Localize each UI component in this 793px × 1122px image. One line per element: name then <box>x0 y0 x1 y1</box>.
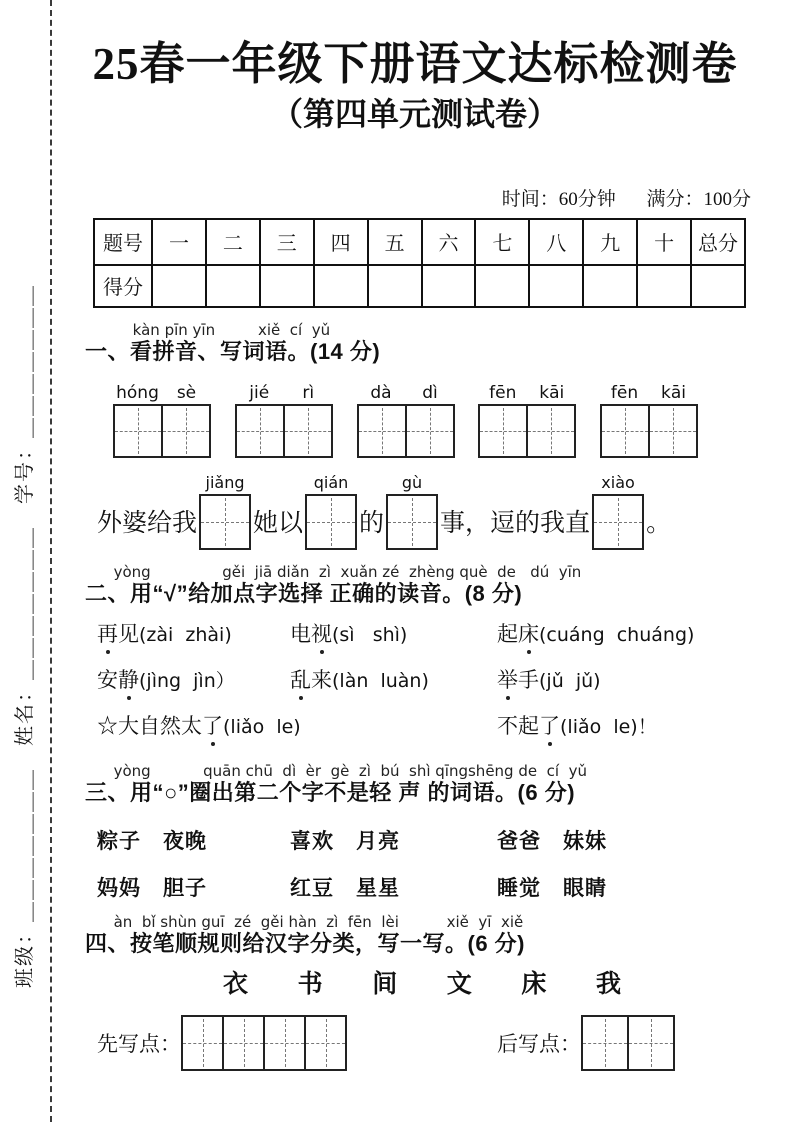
score-cell[interactable] <box>152 265 206 307</box>
section4-characters <box>223 969 621 1001</box>
item-text: 安 <box>97 667 118 692</box>
tianzige-box[interactable] <box>386 494 438 550</box>
section3-heading: 三、用“○”圈出第二个字不是轻 声 的词语。(6 分) <box>85 779 576 805</box>
seal-fold-line <box>50 0 52 1122</box>
exam-paper <box>65 0 765 1071</box>
score-table-header-cell: 总分 <box>691 219 745 265</box>
section1-word-grids <box>113 384 698 458</box>
pinyin-syllable: rì <box>302 382 315 403</box>
item-text: 手 <box>518 667 539 692</box>
word-pair: 红豆 星星 <box>290 875 400 900</box>
reading-choice-item <box>97 666 290 695</box>
hanzi-char: 间 <box>372 970 398 998</box>
answer-cell[interactable] <box>526 406 574 456</box>
pinyin-options: (jìng jìn） <box>139 669 235 692</box>
answer-cell[interactable] <box>648 406 696 456</box>
answer-cell[interactable] <box>222 1017 263 1069</box>
section4-pinyin: àn bǐ shùn guī zé gěi hàn zì fēn lèi xiě yī xiě <box>85 912 524 931</box>
exam-info <box>65 188 765 212</box>
score-table-score-row <box>94 265 745 307</box>
box-pinyin: xiào <box>601 472 635 492</box>
fill-box-unit <box>386 474 438 550</box>
score-table-header-cell: 四 <box>314 219 368 265</box>
dotted-char: 静 <box>118 667 139 692</box>
pinyin-options: (zài zhài) <box>139 623 232 646</box>
pinyin-options: (cuáng chuáng) <box>539 623 695 646</box>
answer-cell[interactable] <box>263 1017 304 1069</box>
fill-box-unit <box>592 474 644 550</box>
fill-box-unit <box>199 474 251 550</box>
answer-cell[interactable] <box>602 406 648 456</box>
score-cell[interactable] <box>637 265 691 307</box>
score-table-header-cell: 五 <box>368 219 422 265</box>
tianzige-box[interactable] <box>235 404 333 458</box>
hanzi-char: 床 <box>521 970 547 998</box>
pinyin-syllable: sè <box>176 382 197 403</box>
item-text: 来 <box>311 667 332 692</box>
tianzige-box[interactable] <box>181 1015 347 1071</box>
answer-cell[interactable] <box>480 406 526 456</box>
word-grid <box>478 384 576 458</box>
section3-row1 <box>97 827 765 855</box>
answer-cell[interactable] <box>583 1017 627 1069</box>
tianzige-box[interactable] <box>592 494 644 550</box>
pinyin-options: (liǎo le) <box>223 715 301 738</box>
sentence-text: 外婆给我 <box>97 509 198 537</box>
reading-choice-item <box>290 620 497 649</box>
word-grid <box>113 384 211 458</box>
score-cell[interactable] <box>422 265 476 307</box>
item-text: ☆大自然太 <box>97 713 202 738</box>
section1-heading: 一、看拼音、写词语。(14 分) <box>85 338 381 364</box>
tianzige-box[interactable] <box>357 404 455 458</box>
answer-cell[interactable] <box>307 496 355 548</box>
answer-cell[interactable] <box>405 406 453 456</box>
section2-heading: 二、用“√”给加点字选择 正确的读音。(8 分) <box>85 580 523 606</box>
paper-subtitle: （第四单元测试卷） <box>270 96 559 133</box>
score-cell[interactable] <box>260 265 314 307</box>
pinyin-syllable: fēn <box>610 382 639 403</box>
dotted-char: 了 <box>539 713 560 738</box>
box-pinyin: gù <box>401 472 423 492</box>
answer-cell[interactable] <box>237 406 283 456</box>
answer-cell[interactable] <box>627 1017 673 1069</box>
section3-row2 <box>97 874 765 902</box>
pinyin-syllable: kāi <box>661 382 686 403</box>
score-table-header-cell: 七 <box>475 219 529 265</box>
reading-choice-item <box>290 666 497 695</box>
pinyin-syllable: kāi <box>539 382 565 403</box>
section1-pinyin: kàn pīn yīn xiě cí yǔ <box>85 320 331 339</box>
section4-heading: 四、按笔顺规则给汉字分类，写一写。(6 分) <box>85 930 526 956</box>
section2-pinyin: yòng gěi jiā diǎn zì xuǎn zé zhèng què de dú yīn <box>85 562 582 581</box>
tianzige-box[interactable] <box>478 404 576 458</box>
score-table-header-cell: 八 <box>529 219 583 265</box>
word-pinyin <box>600 384 698 404</box>
answer-cell[interactable] <box>115 406 161 456</box>
dotted-char: 举 <box>497 667 518 692</box>
pinyin-syllable: jié <box>249 382 270 403</box>
word-pinyin <box>357 384 455 404</box>
dotted-char: 视 <box>311 621 332 646</box>
score-table-header-cell: 二 <box>206 219 260 265</box>
dotted-char: 再 <box>97 621 118 646</box>
hanzi-char: 衣 <box>223 970 249 998</box>
pinyin-syllable: dì <box>422 382 438 403</box>
answer-cell[interactable] <box>388 496 436 548</box>
time-limit: 时间：60分钟 <box>501 188 616 210</box>
section4-write-row <box>97 1015 765 1071</box>
tianzige-box[interactable] <box>113 404 211 458</box>
word-pinyin <box>235 384 333 404</box>
item-text: 电 <box>290 621 311 646</box>
score-cell[interactable] <box>529 265 583 307</box>
tianzige-box[interactable] <box>581 1015 675 1071</box>
word-pinyin <box>478 384 576 404</box>
word-pair: 粽子 夜晚 <box>97 828 207 853</box>
word-pair: 爸爸 妹妹 <box>497 828 607 853</box>
score-cell[interactable] <box>583 265 637 307</box>
score-table-header-row <box>94 219 745 265</box>
sentence-text: 她以 <box>253 509 304 537</box>
score-cell[interactable] <box>691 265 745 307</box>
score-cell[interactable] <box>475 265 529 307</box>
box-pinyin: jiǎng <box>205 472 245 492</box>
answer-cell[interactable] <box>304 1017 345 1069</box>
word-pair: 喜欢 月亮 <box>290 828 400 853</box>
paper-title: 25春一年级下册语文达标检测卷 <box>92 39 738 89</box>
score-table-header-cell: 十 <box>637 219 691 265</box>
word-pinyin <box>113 384 211 404</box>
sentence-text: 事，逗的我直 <box>440 509 591 537</box>
score-table-header-cell: 三 <box>260 219 314 265</box>
section2-row1 <box>97 620 765 649</box>
dotted-char: 床 <box>518 621 539 646</box>
fill-box-unit <box>305 474 357 550</box>
hanzi-char: 书 <box>297 970 323 998</box>
item-text: 不起 <box>497 713 539 738</box>
reading-choice-item <box>497 620 765 649</box>
sentence-text: 的 <box>359 509 385 537</box>
first-dot-label: 先写点： <box>97 1031 181 1056</box>
score-table-header-cell: 一 <box>152 219 206 265</box>
section3-pinyin: yòng quān chū dì èr gè zì bú shì qīngshēng de cí yǔ <box>85 761 587 780</box>
section1-sentence <box>97 474 765 550</box>
box-pinyin: qián <box>313 472 349 492</box>
answer-cell[interactable] <box>359 406 405 456</box>
dotted-char: 乱 <box>290 667 311 692</box>
score-cell[interactable] <box>368 265 422 307</box>
answer-cell[interactable] <box>283 406 331 456</box>
reading-choice-item <box>497 712 765 741</box>
word-pair: 睡觉 眼睛 <box>497 875 607 900</box>
item-text: 起 <box>497 621 518 646</box>
pinyin-syllable: hóng <box>116 382 159 403</box>
score-table-header-cell: 九 <box>583 219 637 265</box>
score-table <box>93 218 746 308</box>
student-info-fields: 班级：＿＿＿＿＿＿＿ 姓名：＿＿＿＿＿＿＿ 学号：＿＿＿＿＿＿＿ <box>14 284 36 988</box>
word-grid <box>357 384 455 458</box>
pinyin-options: (sì shì) <box>332 623 408 646</box>
pinyin-options: (làn luàn) <box>332 669 429 692</box>
sentence-text: 。 <box>646 509 672 537</box>
item-text: 见 <box>118 621 139 646</box>
dotted-char: 了 <box>202 713 223 738</box>
reading-choice-item <box>497 666 765 695</box>
tianzige-box[interactable] <box>305 494 357 550</box>
tianzige-box[interactable] <box>199 494 251 550</box>
score-cell[interactable] <box>206 265 260 307</box>
answer-cell[interactable] <box>201 496 249 548</box>
score-table-header-cell: 题号 <box>94 219 152 265</box>
answer-cell[interactable] <box>594 496 642 548</box>
section2-row3 <box>97 712 765 741</box>
word-grid <box>600 384 698 458</box>
answer-cell[interactable] <box>183 1017 222 1069</box>
hanzi-char: 我 <box>595 970 621 998</box>
word-pair: 妈妈 胆子 <box>97 875 207 900</box>
hanzi-char: 文 <box>446 970 472 998</box>
score-cell[interactable] <box>314 265 368 307</box>
word-grid <box>235 384 333 458</box>
tianzige-box[interactable] <box>600 404 698 458</box>
pinyin-options: (liǎo le)！ <box>560 715 657 738</box>
pinyin-options: (jǔ jǔ) <box>539 669 601 692</box>
pinyin-syllable: dà <box>370 382 392 403</box>
reading-choice-item <box>97 620 290 649</box>
last-dot-label: 后写点： <box>497 1031 581 1056</box>
section2-row2 <box>97 666 765 695</box>
pinyin-syllable: fēn <box>489 382 517 403</box>
answer-cell[interactable] <box>161 406 209 456</box>
score-row-label: 得分 <box>94 265 152 307</box>
score-table-header-cell: 六 <box>422 219 476 265</box>
reading-choice-item <box>97 712 497 741</box>
full-score: 满分：100分 <box>646 188 751 210</box>
